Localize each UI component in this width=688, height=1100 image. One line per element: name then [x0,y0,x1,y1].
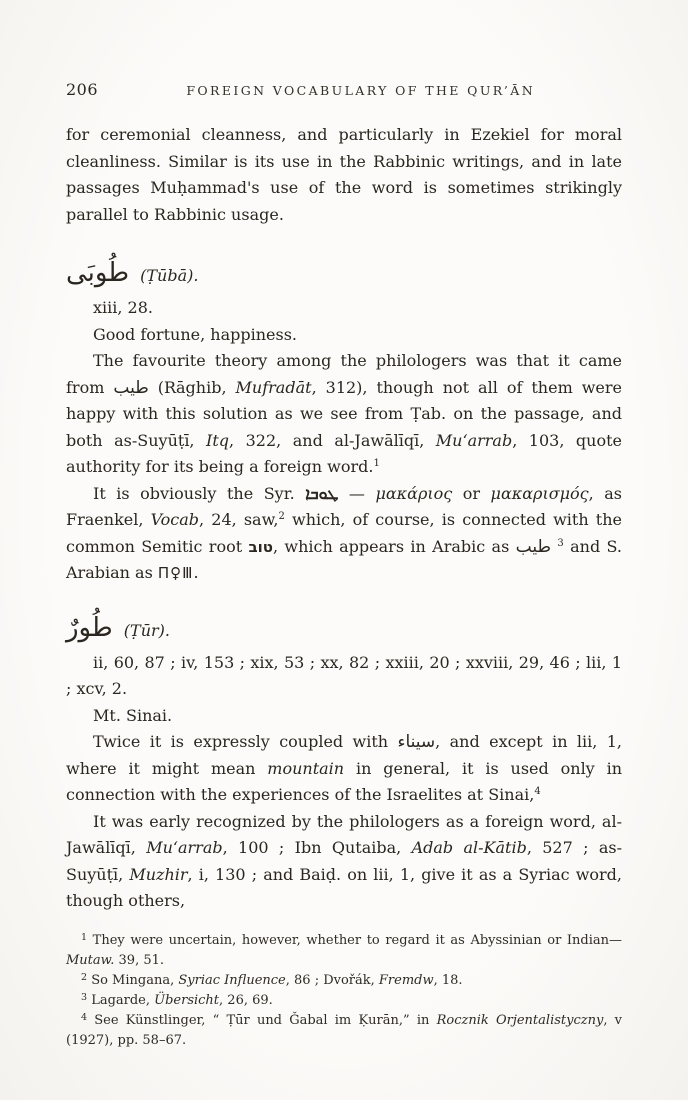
arabic-word-tayyib: طيب [113,377,149,398]
text-run: See Künstlinger, “ Ṭūr und Ǧabal im Ḳurān,” in [94,1012,437,1028]
headword-arabic-tur: طُورٌ [66,612,113,643]
journal-title-rocznik: Rocznik Orjentalistyczny [436,1012,604,1028]
text-run: It was early recognized by the philologers as a foreign word, al-Jawālīqī, [66,811,622,857]
footnote-1 [66,931,622,971]
book-title-mutaw: Mutaw. [66,952,115,968]
book-title-itq: Itq [206,430,230,450]
tur-paragraph-2 [66,809,622,915]
footnotes-block [66,931,622,1051]
entry-tur-headword [66,613,622,643]
text-run: , v (1927), pp. 58–67. [66,1012,622,1048]
footnote-2 [66,971,622,991]
page-number: 206 [66,80,99,99]
text-run: They were uncertain, however, whether to regard it as Abyssinian or Indian— [92,932,622,948]
footnote-4 [66,1011,622,1051]
greek-word-makarismos: μακαρισμός [490,483,589,503]
syriac-word-tuba: ܛܘܒܐ [305,483,339,503]
footnote-ref-4: 4 [534,786,541,797]
entry-tuba-headword [66,258,622,288]
book-title-syriac-influence: Syriac Influence [178,972,286,988]
text-run: , 24, saw, [199,510,279,529]
text-run: , 103, quote authority for its being a foreign word. [66,430,622,476]
hebrew-root-tob: טוב [248,537,273,556]
text-run: 39, 51. [114,952,165,968]
footnote-marker-2: 2 [81,971,88,983]
footnote-marker-1: 1 [81,931,88,943]
italic-word-mountain: mountain [267,758,345,778]
entry-tuba [66,258,622,587]
south-arabian-word-tyb: Π♀Ⅲ [157,564,194,582]
text-run: So Mingana, [91,972,179,988]
text-run: , and except in lii, 1, where it might mean [66,732,622,778]
book-title-muzhir: Muzhir [129,864,188,884]
footnote-ref-3: 3 [557,537,564,549]
text-run: which, of course, is connected with the common Semitic root [66,510,622,556]
book-title-fremdw: Fremdw [378,972,434,988]
arabic-word-tayyib: طيب [515,536,552,557]
footnote-ref-2: 2 [278,511,285,522]
book-title-ubersicht: Übersicht [154,992,220,1008]
tur-paragraph-1 [66,729,622,809]
text-run: The favourite theory among the philologers was that it came from [66,351,622,397]
headword-arabic-tuba: طُوبَى [66,258,130,288]
text-run: , as Fraenkel, [66,483,622,529]
headword-translit-tur: (Ṭūr). [123,620,170,640]
text-run: , 26, 69. [219,992,273,1008]
text-run: — [338,483,376,503]
text-run: , 527 ; as-Suyūṭī, [66,838,623,884]
text-run: , i, 130 ; and Baiḍ. on lii, 1, give it as a Syriac word, though others, [66,864,623,910]
book-title-vocab: Vocab [150,510,200,529]
text-run: Lagarde, [91,992,155,1008]
book-title-muarrab: Mu‘arrab [435,430,513,450]
arabic-word-sinai: سيناء [397,732,436,752]
running-title: FOREIGN VOCABULARY OF THE QUR’ĀN [186,83,536,98]
book-title-adab-al-katib: Adab al-Kātib [411,838,527,857]
footnote-3 [66,991,622,1011]
tuba-paragraph-2 [66,481,622,587]
text-run: , 86 ; Dvořák, [285,972,379,988]
greek-word-makarios: μακάριος [375,483,453,503]
gloss-tur: Mt. Sinai. [93,705,173,725]
text-run: or [452,483,491,503]
footnote-ref-1: 1 [373,458,380,469]
text-run: , 312), though not all of them were happy with this solution as we see from Ṭab. on the passage, and both as-Suyūṭī, [66,377,623,450]
headword-translit-tuba: (Ṭūbā). [140,266,199,285]
book-title-muarrab: Mu‘arrab [146,838,223,857]
tuba-paragraph-1 [66,348,622,481]
text-run: , 18. [433,972,463,988]
text-run: , 100 ; Ibn Qutaiba, [222,838,412,857]
text-run: in general, it is used only in connection with the experiences of the Israelites at Sinai, [66,758,622,804]
footnote-marker-4: 4 [81,1011,88,1023]
verse-references-tuba: xiii, 28. [93,298,153,317]
book-title-mufradat: Mufradāt [235,377,312,397]
text-run: and S. Arabian as [66,536,623,582]
text-run: , which appears in Arabic as [272,536,516,556]
text-run: (Rāghib, [148,377,236,397]
entry-tur [66,613,622,915]
verse-references-tur: ii, 60, 87 ; iv, 153 ; xix, 53 ; xx, 82 ; xxiii, 20 ; xxviii, 29, 46 ; lii, 1 ; xcv, 2. [66,652,622,698]
text-run: It is obviously the Syr. [93,483,306,503]
text-run: . [193,563,199,582]
footnote-marker-3: 3 [81,991,88,1003]
page-header [66,80,622,102]
intro-paragraph: for ceremonial cleanness, and particularly in Ezekiel for moral cleanliness. Similar is its use in the Rabbinic writings, and in late passages Muḥammad's use of the word is sometimes strikingly parallel to Rabbinic usage. [66,125,622,224]
gloss-tuba: Good fortune, happiness. [93,324,297,344]
text-run: , 322, and al-Jawālīqī, [229,430,436,450]
text-run: Twice it is expressly coupled with [93,732,398,751]
